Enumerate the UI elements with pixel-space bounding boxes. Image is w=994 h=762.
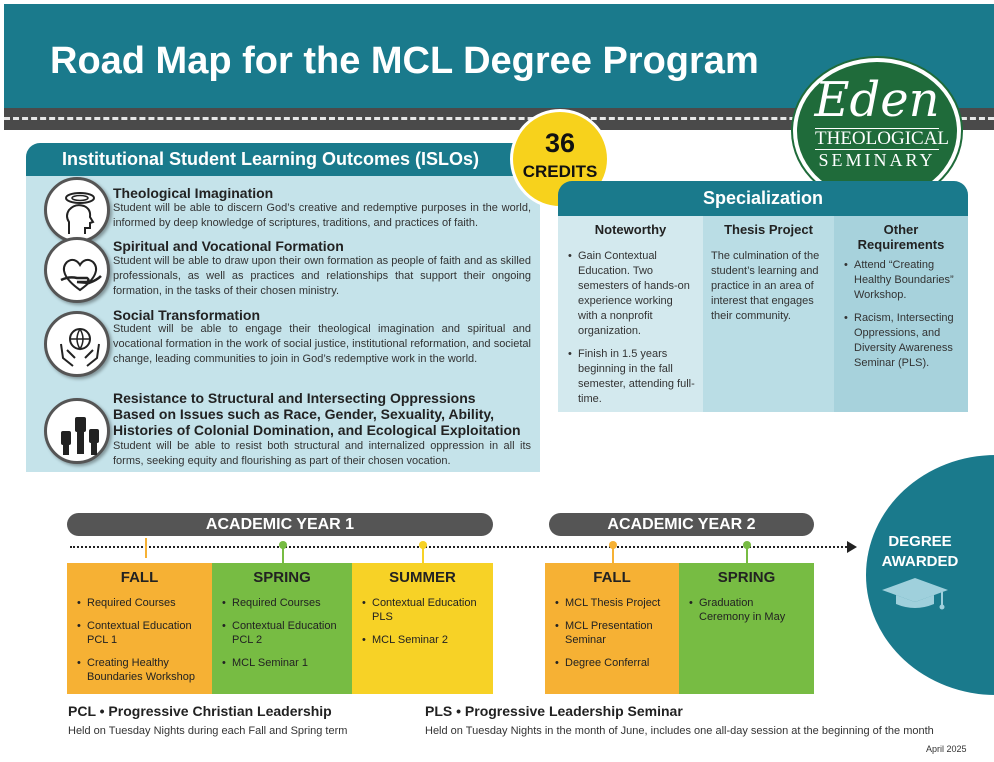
timeline-arrow-icon [847, 541, 857, 553]
term-title: SPRING [717, 569, 776, 586]
list-item: • Required Courses [222, 596, 344, 610]
timeline-dot [419, 541, 427, 549]
outcome-title: Resistance to Structural and Intersecting Oppressions [113, 390, 476, 406]
outcome-title: Histories of Colonial Domination, and Ecological Exploitation [113, 422, 521, 438]
list-item: • MCL Presentation Seminar [555, 619, 671, 647]
outcome-text: Student will be able to resist both structural and internalized oppression in all its forms, seeking equity and flourishing as part of their chosen vocation. [113, 440, 531, 467]
timeline-tick [145, 538, 147, 558]
term-summer-year1 [352, 563, 493, 694]
list-item: • Gain Contextual Education. Two semesters of hands-on experience working with a nonprofit organization. [568, 249, 695, 339]
timeline-line [70, 546, 850, 548]
degree-line: DEGREE [888, 533, 952, 550]
list-item: • MCL Thesis Project [555, 596, 671, 610]
heart-hand-icon [44, 237, 110, 303]
spec-column-title: Thesis Project [724, 222, 813, 237]
list-item: • Attend “Creating Healthy Boundaries” Workshop. [844, 258, 962, 303]
spec-column-title: Other Requirements [857, 222, 945, 252]
degree-awarded-badge [866, 455, 994, 695]
timeline-dot [279, 541, 287, 549]
term-title: FALL [593, 569, 631, 586]
timeline-dot [743, 541, 751, 549]
spec-column-thesis [703, 216, 834, 412]
outcome-text: Student will be able to discern God’s creative and redemptive purposes in the world, informed by deep knowledge of scriptures, traditions, and practices of faith. [113, 202, 531, 229]
term-fall-year2 [545, 563, 679, 694]
term-spring-year1 [212, 563, 352, 694]
logo-theological: THEOLOGICAL [815, 128, 950, 149]
outcome-title: Based on Issues such as Race, Gender, Sexuality, Ability, [113, 406, 495, 422]
pls-title: PLS • Progressive Leadership Seminar [425, 703, 683, 719]
outcome-title: Theological Imagination [113, 185, 274, 201]
spec-column-title: Noteworthy [594, 222, 667, 237]
spec-column-other [834, 216, 968, 412]
specialization-heading: Specialization [702, 188, 824, 208]
list-item: • Creating Healthy Boundaries Workshop [77, 656, 204, 684]
term-fall-year1 [67, 563, 212, 694]
pls-text: Held on Tuesday Nights in the month of June, includes one all-day session at the beginning of the month [425, 725, 934, 737]
logo-seminary: SEMINARY [818, 150, 936, 170]
list-item: • MCL Seminar 2 [362, 633, 485, 647]
academic-year-2: ACADEMIC YEAR 2 [549, 513, 814, 536]
credits-number: 36 [544, 128, 576, 158]
list-item: • Racism, Intersecting Oppressions, and Diversity Awareness Seminar (PLS). [844, 311, 962, 371]
list-item: • Degree Conferral [555, 656, 671, 670]
term-title: SUMMER [389, 569, 456, 586]
pcl-title: PCL • Progressive Christian Leadership [68, 703, 332, 719]
spec-column-noteworthy [558, 216, 703, 412]
credits-label: CREDITS [522, 162, 598, 181]
list-item: • MCL Seminar 1 [222, 656, 344, 670]
degree-line: AWARDED [881, 553, 959, 570]
outcome-text: Student will be able to draw upon their own formation as people of faith and as skilled professionals, as well as practices and relationships that support their ongoing formation, in the tasks of their chosen ministry. [113, 255, 531, 297]
page-title: Road Map for the MCL Degree Program [50, 40, 759, 82]
list-item: • Contextual Education PCL 1 [77, 619, 204, 647]
publication-date: April 2025 [926, 744, 967, 754]
list-item: • Required Courses [77, 596, 204, 610]
logo-wordmark: Eden [814, 72, 940, 128]
term-title: SPRING [253, 569, 311, 586]
globe-hands-icon [44, 311, 110, 377]
term-title: FALL [120, 569, 159, 586]
list-item: • Contextual Education PLS [362, 596, 485, 624]
spec-column-text: The culmination of the student’s learning and practice in an area of interest that engages their community. [711, 250, 820, 322]
graduation-cap-icon [880, 576, 950, 617]
timeline-dot [609, 541, 617, 549]
academic-year-1: ACADEMIC YEAR 1 [67, 513, 493, 536]
raised-fists-icon [44, 398, 110, 464]
term-spring-year2 [679, 563, 814, 694]
list-item: • Graduation Ceremony in May [689, 596, 806, 624]
degree-awarded-text [868, 532, 972, 572]
outcome-title: Social Transformation [113, 307, 261, 323]
islo-heading: Institutional Student Learning Outcomes (ISLOs) [62, 149, 480, 169]
outcome-title: Spiritual and Vocational Formation [113, 238, 344, 254]
list-item: • Finish in 1.5 years beginning in the fall semester, attending full-time. [568, 347, 695, 407]
pcl-text: Held on Tuesday Nights during each Fall and Spring term [68, 725, 348, 737]
outcome-text: Student will be able to engage their theological imagination and spiritual and vocational formation in the work of social justice, institutional reformation, and societal change, leading communities to join in God’s redemptive work in the world. [113, 323, 531, 365]
mind-icon [44, 177, 110, 243]
list-item: • Contextual Education PCL 2 [222, 619, 344, 647]
